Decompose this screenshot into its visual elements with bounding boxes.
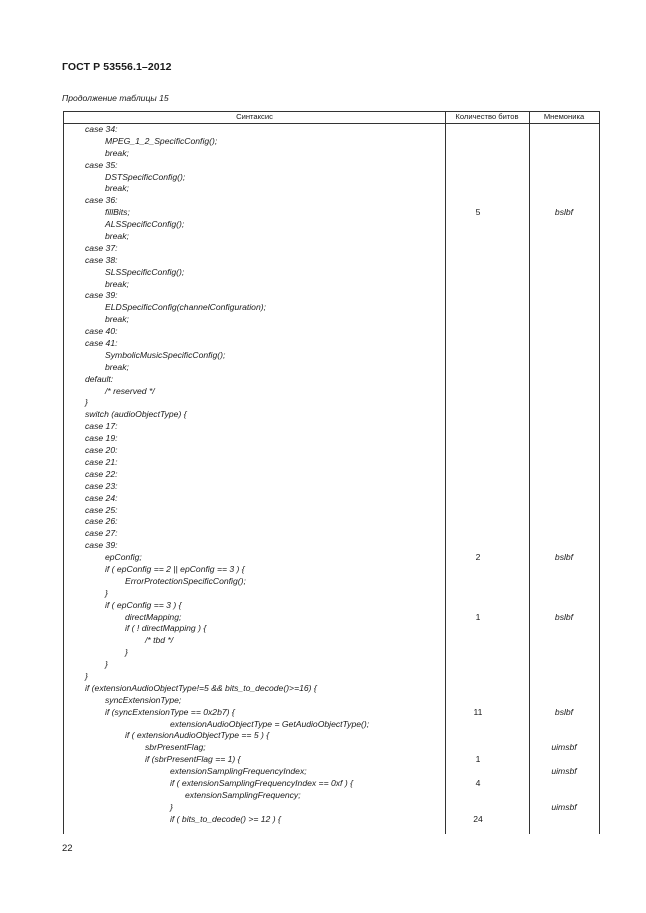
table-row [64,719,599,731]
syntax-cell: } [85,670,88,681]
syntax-cell: case 24: [85,492,118,503]
page-number: 22 [62,843,73,854]
table-row [64,362,599,374]
table-row [64,386,599,398]
syntax-cell: if ( extensionSamplingFrequencyIndex == 0xf ) { [170,777,353,788]
table-row [64,231,599,243]
syntax-cell: case 23: [85,480,118,491]
syntax-cell: } [85,397,88,408]
syntax-cell: break; [105,147,129,158]
syntax-cell: if (sbrPresentFlag == 1) { [145,754,241,765]
syntax-cell: case 19: [85,433,118,444]
table-row [64,445,599,457]
syntax-cell: DSTSpecificConfig(); [105,171,186,182]
table-row [64,267,599,279]
table-row [64,409,599,421]
syntax-cell: } [105,659,108,670]
table-row [64,469,599,481]
syntax-cell: extensionSamplingFrequencyIndex; [170,766,307,777]
table-row [64,148,599,160]
syntax-cell: break; [105,361,129,372]
bits-cell: 11 [473,706,483,717]
syntax-table [63,111,600,834]
table-row [64,350,599,362]
table-row [64,730,599,742]
mnemonic-cell: bslbf [554,611,574,622]
syntax-cell: extensionSamplingFrequency; [185,789,301,800]
table-row [64,802,599,814]
table-row [64,195,599,207]
syntax-cell: /* reserved */ [105,385,155,396]
mnemonic-cell: uimsbf [551,766,577,777]
table-row [64,481,599,493]
table-row [64,683,599,695]
syntax-cell: directMapping; [125,611,182,622]
table-row [64,302,599,314]
syntax-cell: default: [85,373,114,384]
table-row [64,160,599,172]
mnemonic-cell: uimsbf [551,742,577,753]
table-row [64,326,599,338]
table-row [64,516,599,528]
syntax-cell: fillBits; [105,207,130,218]
table-row [64,814,599,826]
syntax-cell: break; [105,183,129,194]
syntax-cell: if (extensionAudioObjectType!=5 && bits_to_decode()>=16) { [85,682,317,693]
syntax-cell: sbrPresentFlag; [145,742,206,753]
table-row [64,695,599,707]
syntax-cell: case 25: [85,504,118,515]
table-row [64,457,599,469]
table-row [64,314,599,326]
table-row [64,183,599,195]
table-row [64,564,599,576]
syntax-cell: case 39: [85,290,118,301]
syntax-cell: } [105,587,108,598]
syntax-cell: ELDSpecificConfig(channelConfiguration); [105,302,266,313]
syntax-cell: case 40: [85,326,118,337]
table-row [64,124,599,136]
bits-cell: 1 [475,754,481,765]
table-row [64,528,599,540]
syntax-cell: break; [105,314,129,325]
syntax-cell: break; [105,278,129,289]
table-row [64,540,599,552]
table-row [64,600,599,612]
table-row [64,612,599,624]
syntax-cell: case 21: [85,456,118,467]
table-row [64,635,599,647]
table-row [64,505,599,517]
table-row [64,671,599,683]
table-row [64,588,599,600]
syntax-cell: if ( ! directMapping ) { [125,623,207,634]
syntax-cell: epConfig; [105,552,142,563]
table-row [64,421,599,433]
table-row [64,338,599,350]
table-row [64,136,599,148]
document-title: ГОСТ Р 53556.1–2012 [62,61,172,73]
syntax-cell: ErrorProtectionSpecificConfig(); [125,575,246,586]
syntax-cell: switch (audioObjectType) { [85,409,187,420]
column-header-mnemonic: Мнемоника [543,112,585,121]
table-caption: Продолжение таблицы 15 [62,93,169,103]
mnemonic-cell: bslbf [554,706,574,717]
syntax-cell: SLSSpecificConfig(); [105,266,185,277]
syntax-cell: /* tbd */ [145,635,174,646]
syntax-cell: if ( bits_to_decode() >= 12 ) { [170,813,281,824]
table-row [64,493,599,505]
syntax-cell: case 22: [85,468,118,479]
table-body [64,124,599,826]
syntax-cell: case 37: [85,242,118,253]
table-row [64,790,599,802]
table-row [64,255,599,267]
syntax-cell: case 36: [85,195,118,206]
table-row [64,219,599,231]
table-row [64,659,599,671]
syntax-cell: MPEG_1_2_SpecificConfig(); [105,135,218,146]
table-row [64,279,599,291]
syntax-cell: if ( extensionAudioObjectType == 5 ) { [125,730,270,741]
syntax-cell: case 27: [85,528,118,539]
syntax-cell: syncExtensionType; [105,694,182,705]
table-row [64,172,599,184]
table-row [64,290,599,302]
table-row [64,433,599,445]
table-row [64,754,599,766]
syntax-cell: case 17: [85,421,118,432]
table-row [64,742,599,754]
syntax-cell: ALSSpecificConfig(); [105,219,185,230]
table-row [64,647,599,659]
syntax-cell: case 34: [85,124,118,134]
bits-cell: 24 [473,813,483,824]
syntax-cell: break; [105,231,129,242]
bits-cell: 5 [475,207,481,218]
bits-cell: 2 [475,552,481,563]
mnemonic-cell: bslbf [554,552,574,563]
syntax-cell: case 26: [85,516,118,527]
syntax-cell: if (syncExtensionType == 0x2b7) { [105,706,235,717]
syntax-cell: case 20: [85,445,118,456]
table-row [64,397,599,409]
bits-cell: 4 [475,777,481,788]
table-row [64,766,599,778]
syntax-cell: SymbolicMusicSpecificConfig(); [105,349,226,360]
table-row [64,243,599,255]
syntax-cell: if ( epConfig == 3 ) { [105,599,182,610]
column-header-syntax: Синтаксис [236,112,273,121]
table-row [64,778,599,790]
syntax-cell: case 39: [85,540,118,551]
syntax-cell: case 41: [85,338,118,349]
table-row [64,374,599,386]
bits-cell: 1 [475,611,481,622]
syntax-cell: } [125,647,128,658]
mnemonic-cell: bslbf [554,207,574,218]
syntax-cell: case 38: [85,254,118,265]
column-header-bits: Количество битов [455,112,519,121]
table-row [64,576,599,588]
syntax-cell: case 35: [85,159,118,170]
table-row [64,552,599,564]
syntax-cell: } [170,801,173,812]
mnemonic-cell: uimsbf [551,801,577,812]
syntax-cell: if ( epConfig == 2 || epConfig == 3 ) { [105,563,245,574]
table-row [64,623,599,635]
syntax-cell: extensionAudioObjectType = GetAudioObjectType(); [170,718,370,729]
table-row [64,707,599,719]
table-row [64,207,599,219]
